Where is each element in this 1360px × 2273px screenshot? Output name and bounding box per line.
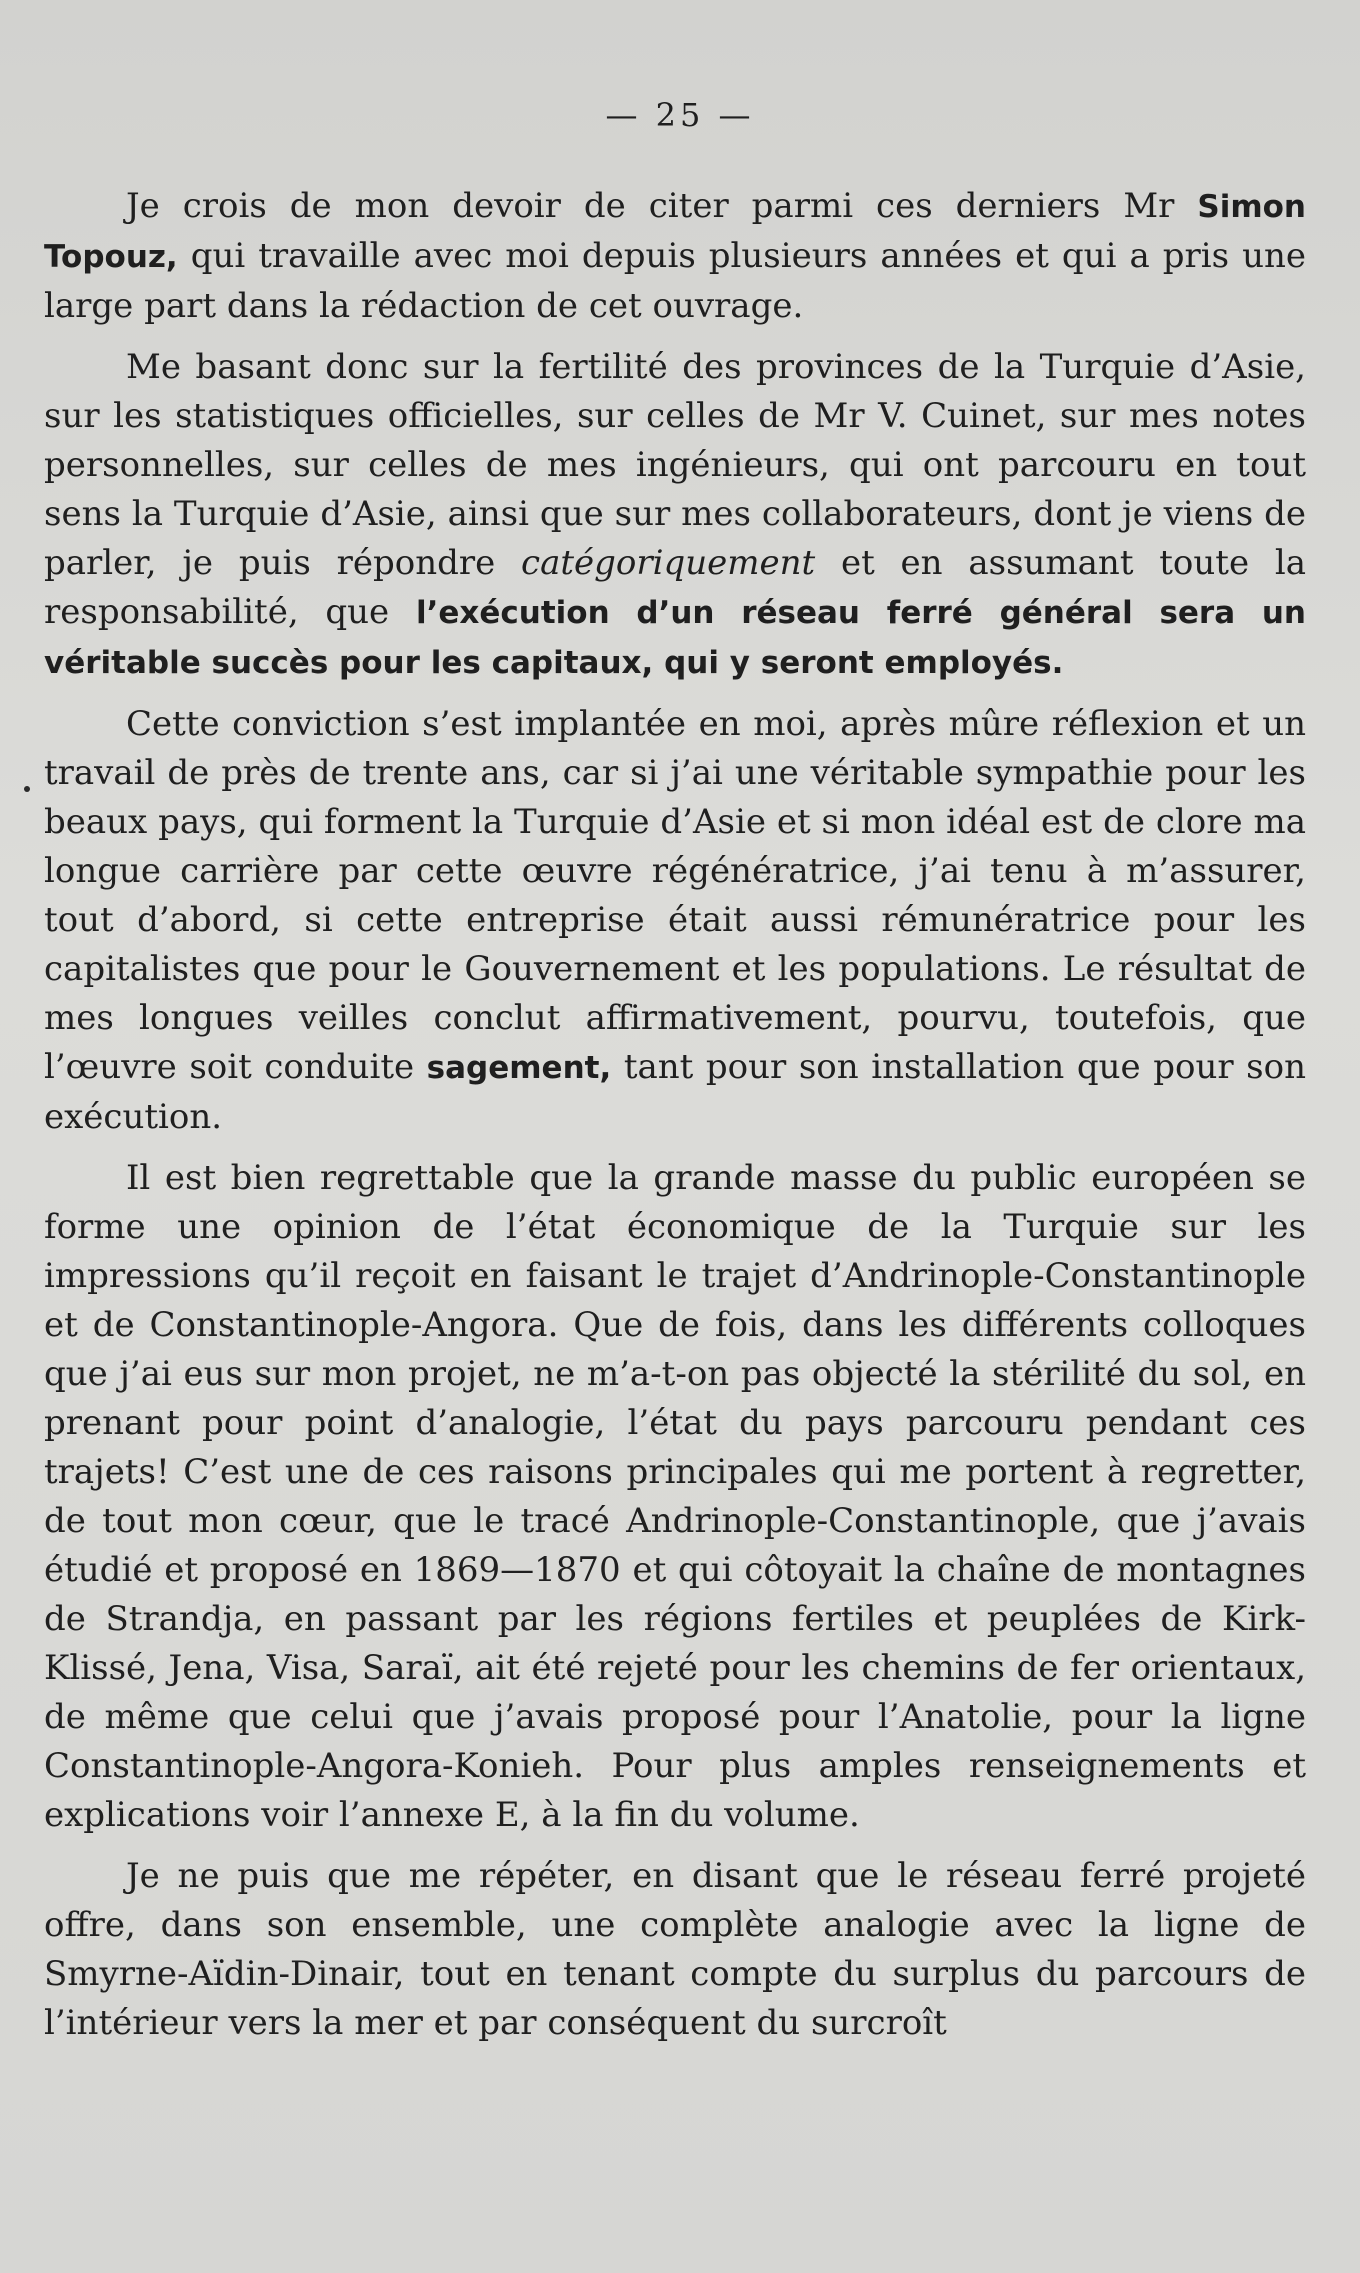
bold-text-segment: Simon Topouz,	[44, 189, 1306, 275]
text-segment: Cette conviction s’est implantée en moi, après mûre réflexion et un travail de près de trente ans, car si j’ai une véritable sympathie pour les beaux pays, qui forment la Turquie d’Asie et si mon idéal est de clore ma longue carrière par cette œuvre régénératrice, j’ai tenu à m’assurer, tout d’abord, si cette entreprise était aussi rémunératrice pour les capitalistes que pour le Gouvernement et les populations. Le résultat de mes longues veilles conclut affirmativement, pourvu, toutefois, que l’œuvre soit conduite	[44, 704, 1306, 1087]
italic-text-segment: catégoriquement	[521, 543, 816, 583]
body-text	[44, 182, 1306, 2060]
text-segment: Me basant donc sur la fertilité des provinces de la Turquie d’Asie, sur les statistiques officielles, sur celles de Mr V. Cuinet, sur mes notes personnelles, sur celles de mes ingénieurs, qui ont parcouru en tout sens la Turquie d’Asie, ainsi que sur mes collaborateurs, dont je viens de parler, je puis répondre	[44, 347, 1306, 583]
page-number: — 25 —	[605, 96, 755, 134]
paragraph-4	[44, 1154, 1306, 1840]
print-speck	[24, 786, 30, 792]
text-segment: qui travaille avec moi depuis plusieurs années et qui a pris une large part dans la rédaction de cet ouvrage.	[44, 236, 1306, 326]
paragraph-5	[44, 1852, 1306, 2048]
text-segment: tant pour son installation que pour son exécution.	[44, 1047, 1306, 1137]
text-segment: Je crois de mon devoir de citer parmi ces derniers Mr	[126, 186, 1198, 226]
paragraph-1	[44, 182, 1306, 331]
text-segment: Je ne puis que me répéter, en disant que le réseau ferré projeté offre, dans son ensemble, une complète analogie avec la ligne de Smyrne-Aïdin-Dinair, tout en tenant compte du surplus du parcours de l’intérieur vers la mer et par conséquent du surcroît	[44, 1856, 1306, 2043]
bold-text-segment: sagement,	[426, 1050, 612, 1086]
text-segment: et en assumant toute la responsabilité, que	[44, 543, 1306, 632]
bold-text-segment: l’exécution d’un réseau ferré général sera un véritable succès pour les capitaux, qui y seront employés.	[44, 595, 1306, 681]
text-segment: Il est bien regrettable que la grande masse du public européen se forme une opinion de l’état économique de la Turquie sur les impressions qu’il reçoit en faisant le trajet d’Andrinople-Constantinople et de Constantinople-Angora. Que de fois, dans les différents colloques que j’ai eus sur mon projet, ne m’a-t-on pas objecté la stérilité du sol, en prenant pour point d’analogie, l’état du pays parcouru pendant ces trajets! C’est une de ces raisons principales qui me portent à regretter, de tout mon cœur, que le tracé Andrinople-Constantinople, que j’avais étudié et proposé en 1869—1870 et qui côtoyait la chaîne de montagnes de Strandja, en passant par les régions fertiles et peuplées de Kirk-Klissé, Jena, Visa, Saraï, ait été rejeté pour les chemins de fer orientaux, de même que celui que j’avais proposé pour l’Anatolie, pour la ligne Constantinople-Angora-Konieh. Pour plus amples renseignements et explications voir l’annexe E, à la fin du volume.	[44, 1158, 1306, 1835]
paragraph-2	[44, 343, 1306, 688]
paragraph-3	[44, 700, 1306, 1142]
